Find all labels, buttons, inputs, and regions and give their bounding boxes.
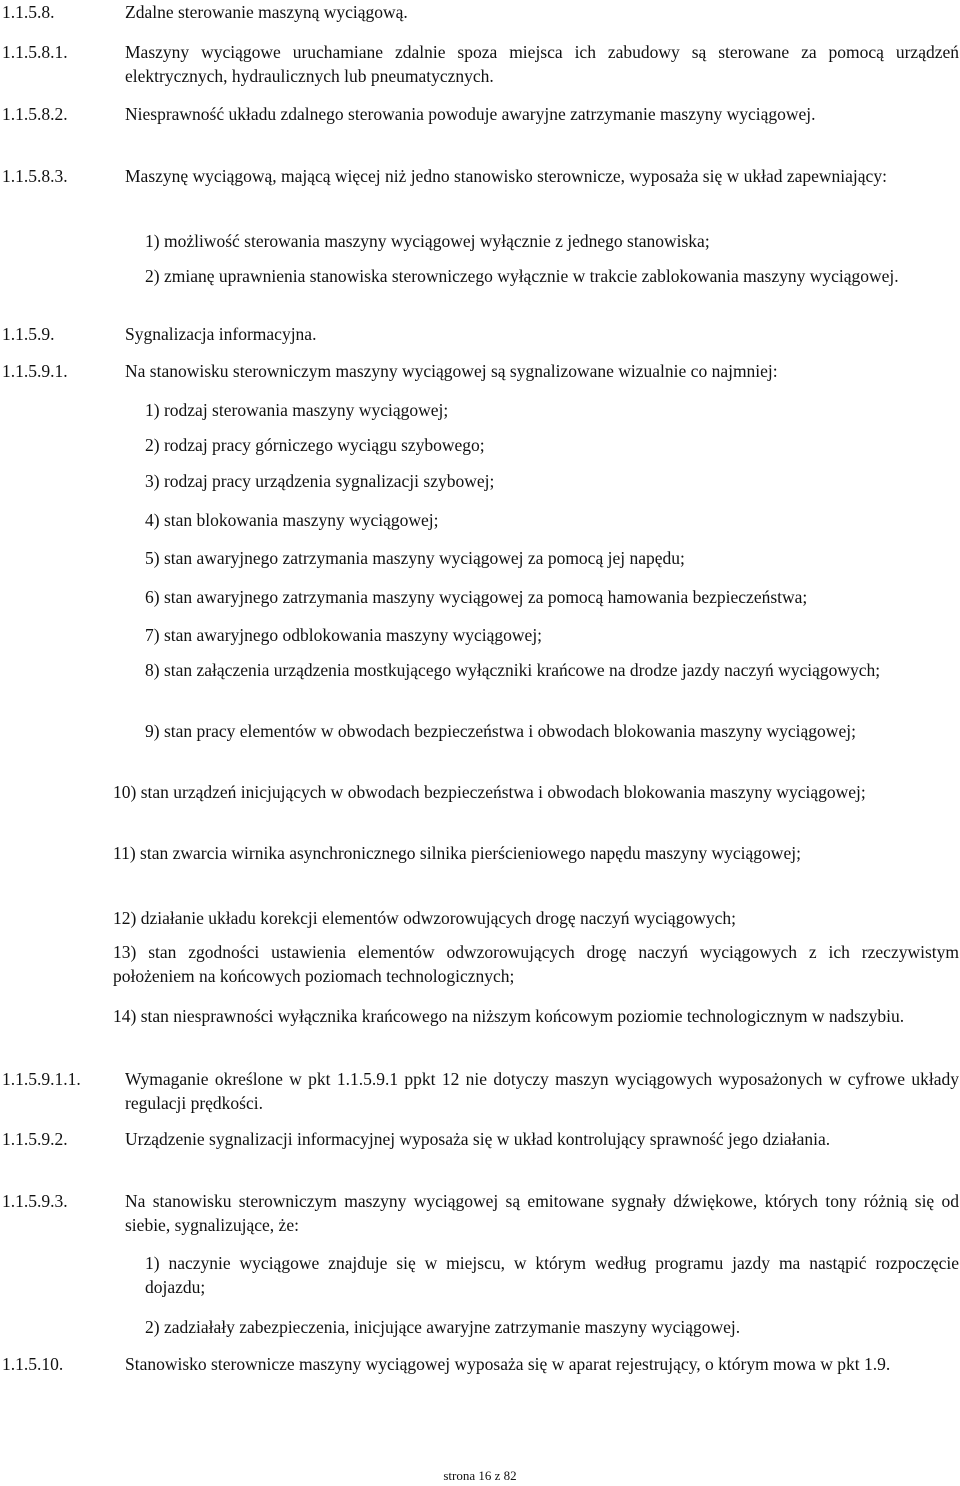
section-number: 1.1.5.9.2. xyxy=(2,1129,68,1149)
page-footer: strona 16 z 82 xyxy=(443,1468,517,1483)
list-item-text: 5) stan awaryjnego zatrzymania maszyny wyciągowej za pomocą jej napędu; xyxy=(145,548,685,568)
section-number: 1.1.5.9.1.1. xyxy=(2,1069,81,1089)
list-item-text: 2) rodzaj pracy górniczego wyciągu szybowego; xyxy=(145,435,485,455)
section-text: Urządzenie sygnalizacji informacyjnej wyposaża się w układ kontrolujący sprawność jego działania. xyxy=(125,1129,831,1149)
list-item-text: 9) stan pracy elementów w obwodach bezpieczeństwa i obwodach blokowania maszyny wyciągowej; xyxy=(145,721,856,741)
section-number: 1.1.5.8.3. xyxy=(2,166,68,186)
section-text: Maszyny wyciągowe uruchamiane zdalnie spoza miejsca ich zabudowy są sterowane za pomocą urządzeń elektrycznych, hydraulicznych lub pneumatycznych. xyxy=(125,42,959,86)
list-item-text: 10) stan urządzeń inicjujących w obwodach bezpieczeństwa i obwodach blokowania maszyny wyciągowej; xyxy=(113,782,866,802)
section-number: 1.1.5.10. xyxy=(2,1354,64,1374)
list-item-text: 3) rodzaj pracy urządzenia sygnalizacji szybowej; xyxy=(145,471,495,491)
list-item-text: 4) stan blokowania maszyny wyciągowej; xyxy=(145,510,439,530)
section-text: Na stanowisku sterowniczym maszyny wyciągowej są emitowane sygnały dźwiękowe, których tony różnią się od siebie, sygnalizujące, że: xyxy=(125,1191,959,1235)
list-item-text: 1) możliwość sterowania maszyny wyciągowej wyłącznie z jednego stanowiska; xyxy=(145,231,710,251)
section-text: Wymaganie określone w pkt 1.1.5.9.1 ppkt 12 nie dotyczy maszyn wyciągowych wyposażonych w cyfrowe układy regulacji prędkości. xyxy=(125,1069,959,1113)
section-text: Stanowisko sterownicze maszyny wyciągowej wyposaża się w aparat rejestrujący, o którym mowa w pkt 1.9. xyxy=(125,1354,891,1374)
section-number: 1.1.5.9. xyxy=(2,324,55,344)
section-number: 1.1.5.8.2. xyxy=(2,104,68,124)
list-item-text: 6) stan awaryjnego zatrzymania maszyny wyciągowej za pomocą hamowania bezpieczeństwa; xyxy=(145,587,808,607)
list-item-text: 11) stan zwarcia wirnika asynchronicznego silnika pierścieniowego napędu maszyny wyciągowej; xyxy=(113,843,801,863)
section-text: Niesprawność układu zdalnego sterowania powoduje awaryjne zatrzymanie maszyny wyciągowej. xyxy=(125,104,816,124)
list-item-text: 2) zadziałały zabezpieczenia, inicjujące awaryjne zatrzymanie maszyny wyciągowej. xyxy=(145,1317,741,1337)
section-number: 1.1.5.8.1. xyxy=(2,42,68,62)
section-number: 1.1.5.9.1. xyxy=(2,361,68,381)
list-item-text: 13) stan zgodności ustawienia elementów odwzorowujących drogę naczyń wyciągowych z ich rzeczywistym położeniem na końcowych poziomach technologicznych; xyxy=(113,942,959,986)
list-item-text: 12) działanie układu korekcji elementów odwzorowujących drogę naczyń wyciągowych; xyxy=(113,908,736,928)
section-number: 1.1.5.9.3. xyxy=(2,1191,68,1211)
section-text: Na stanowisku sterowniczym maszyny wyciągowej są sygnalizowane wizualnie co najmniej: xyxy=(125,361,778,381)
section-text: Zdalne sterowanie maszyną wyciągową. xyxy=(125,2,408,22)
section-number: 1.1.5.8. xyxy=(2,2,55,22)
list-item-text: 1) rodzaj sterowania maszyny wyciągowej; xyxy=(145,400,449,420)
section-text: Sygnalizacja informacyjna. xyxy=(125,324,317,344)
list-item-text: 8) stan załączenia urządzenia mostkującego wyłączniki krańcowe na drodze jazdy naczyń wyciągowych; xyxy=(145,660,881,680)
list-item-text: 2) zmianę uprawnienia stanowiska sterowniczego wyłącznie w trakcie zablokowania maszyny wyciągowej. xyxy=(145,266,899,286)
list-item-text: 14) stan niesprawności wyłącznika krańcowego na niższym końcowym poziomie technologicznym w nadszybiu. xyxy=(113,1006,905,1026)
list-item-text: 7) stan awaryjnego odblokowania maszyny wyciągowej; xyxy=(145,625,543,645)
section-text: Maszynę wyciągową, mającą więcej niż jedno stanowisko sterownicze, wyposaża się w układ zapewniający: xyxy=(125,166,887,186)
list-item-text: 1) naczynie wyciągowe znajduje się w miejscu, w którym według programu jazdy ma nastąpić rozpoczęcie dojazdu; xyxy=(145,1253,959,1297)
